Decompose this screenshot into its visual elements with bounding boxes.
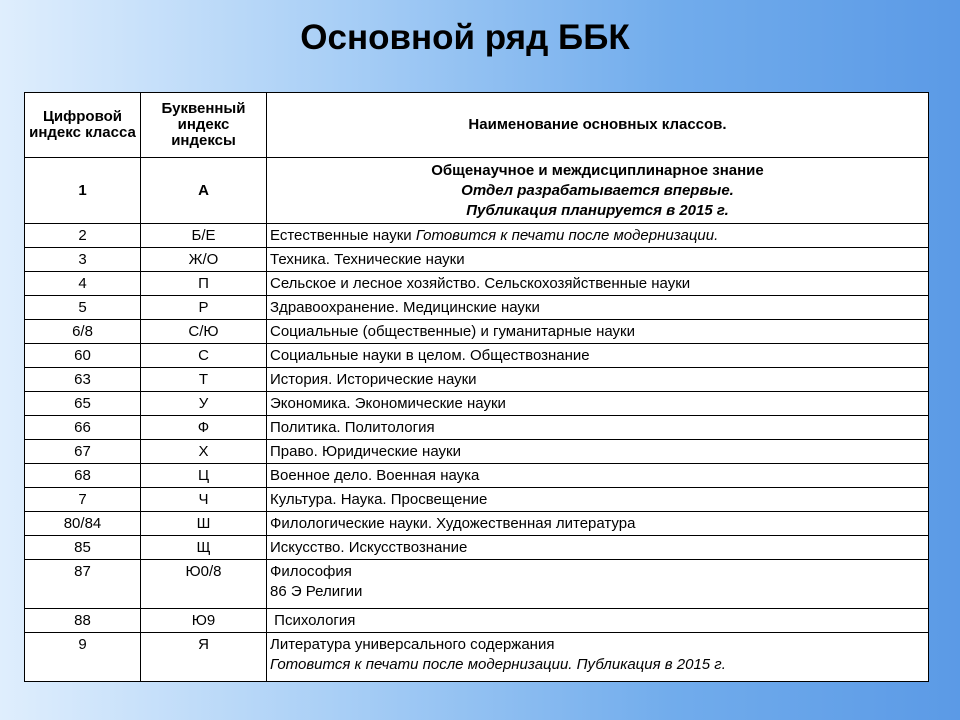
table-row bbox=[25, 296, 929, 320]
class-name-cell bbox=[267, 224, 929, 248]
table-row bbox=[25, 512, 929, 536]
digital-index-cell: 3 bbox=[25, 248, 141, 272]
table-row bbox=[25, 224, 929, 248]
class-name-text: Общенаучное и междисциплинарное знание bbox=[431, 161, 764, 179]
digital-index-cell: 1 bbox=[25, 158, 141, 224]
class-name-cell bbox=[267, 488, 929, 512]
class-name-cell bbox=[267, 464, 929, 488]
header-class-name: Наименование основных классов. bbox=[267, 93, 929, 158]
class-name-cell bbox=[267, 560, 929, 609]
class-name-text: Сельское и лесное хозяйство. Сельскохозяйственные науки bbox=[270, 275, 691, 292]
class-name-cell bbox=[267, 440, 929, 464]
header-row bbox=[25, 93, 929, 158]
letter-index-cell: П bbox=[141, 272, 267, 296]
class-name-cell bbox=[267, 512, 929, 536]
table-row bbox=[25, 392, 929, 416]
subclass-text: 86 Э Религии bbox=[270, 583, 363, 600]
page-title: Основной ряд ББК bbox=[300, 18, 630, 57]
digital-index-cell: 67 bbox=[25, 440, 141, 464]
digital-index-cell: 9 bbox=[25, 633, 141, 682]
class-name-text: Право. Юридические науки bbox=[270, 443, 461, 460]
class-name-cell: Психология bbox=[267, 609, 929, 633]
letter-index-cell: С bbox=[141, 344, 267, 368]
class-name-text: Здравоохранение. Медицинские науки bbox=[270, 299, 540, 316]
table-row bbox=[25, 633, 929, 682]
digital-index-cell: 66 bbox=[25, 416, 141, 440]
letter-index-cell: Р bbox=[141, 296, 267, 320]
class-name-text: Естественные науки bbox=[270, 227, 412, 244]
class-name-text: Техника. Технические науки bbox=[270, 251, 465, 268]
table-row bbox=[25, 368, 929, 392]
class-name-cell bbox=[267, 536, 929, 560]
class-name-text: Искусство. Искусствознание bbox=[270, 539, 468, 556]
bbk-table bbox=[24, 92, 929, 682]
table-row bbox=[25, 416, 929, 440]
digital-index-cell: 68 bbox=[25, 464, 141, 488]
class-note-text: Публикация планируется в 2015 г. bbox=[466, 201, 729, 219]
digital-index-cell: 6/8 bbox=[25, 320, 141, 344]
letter-index-cell: Ф bbox=[141, 416, 267, 440]
class-name-text: Литература универсального содержания bbox=[270, 636, 555, 653]
digital-index-cell: 88 bbox=[25, 609, 141, 633]
letter-index-cell: Б/Е bbox=[141, 224, 267, 248]
letter-index-cell: Т bbox=[141, 368, 267, 392]
letter-index-cell: Ю0/8 bbox=[141, 560, 267, 609]
class-note-text: Готовится к печати после модернизации. Публикация в 2015 г. bbox=[270, 656, 726, 673]
class-name-text: Философия bbox=[270, 563, 352, 580]
letter-index-cell: Ц bbox=[141, 464, 267, 488]
class-note-text: Готовится к печати после модернизации. bbox=[415, 227, 719, 244]
letter-index-cell: Ю9 bbox=[141, 609, 267, 633]
digital-index-cell: 85 bbox=[25, 536, 141, 560]
class-name-text: Военное дело. Военная наука bbox=[270, 467, 480, 484]
letter-index-cell: Я bbox=[141, 633, 267, 682]
class-name-cell bbox=[267, 633, 929, 682]
class-name-cell bbox=[267, 296, 929, 320]
digital-index-cell: 63 bbox=[25, 368, 141, 392]
header-letter-index: Буквенный индекс индексы bbox=[141, 93, 267, 158]
table-row bbox=[25, 344, 929, 368]
class-name-cell bbox=[267, 272, 929, 296]
digital-index-cell: 2 bbox=[25, 224, 141, 248]
table-row bbox=[25, 464, 929, 488]
letter-index-cell: У bbox=[141, 392, 267, 416]
letter-index-cell: А bbox=[141, 158, 267, 224]
digital-index-cell: 80/84 bbox=[25, 512, 141, 536]
class-name-cell bbox=[267, 248, 929, 272]
table-row bbox=[25, 248, 929, 272]
class-name-text: Экономика. Экономические науки bbox=[270, 395, 506, 412]
letter-index-cell: Ш bbox=[141, 512, 267, 536]
table-row bbox=[25, 488, 929, 512]
class-name-text: Культура. Наука. Просвещение bbox=[270, 491, 488, 508]
letter-index-cell: Ж/О bbox=[141, 248, 267, 272]
digital-index-cell: 5 bbox=[25, 296, 141, 320]
digital-index-cell: 4 bbox=[25, 272, 141, 296]
table-row bbox=[25, 272, 929, 296]
class-name-cell bbox=[267, 416, 929, 440]
class-name-cell bbox=[267, 392, 929, 416]
digital-index-cell: 7 bbox=[25, 488, 141, 512]
header-digital-index: Цифровой индекс класса bbox=[25, 93, 141, 158]
class-name-text: Социальные науки в целом. Обществознание bbox=[270, 347, 590, 364]
table-row bbox=[25, 609, 929, 633]
letter-index-cell: Щ bbox=[141, 536, 267, 560]
class-name-text: Филологические науки. Художественная литература bbox=[270, 515, 636, 532]
digital-index-cell: 65 bbox=[25, 392, 141, 416]
table-row bbox=[25, 320, 929, 344]
class-name-cell bbox=[267, 320, 929, 344]
letter-index-cell: С/Ю bbox=[141, 320, 267, 344]
class-name-cell bbox=[267, 368, 929, 392]
digital-index-cell: 60 bbox=[25, 344, 141, 368]
letter-index-cell: Ч bbox=[141, 488, 267, 512]
table-row bbox=[25, 158, 929, 224]
table-row bbox=[25, 560, 929, 609]
class-name-text: Социальные (общественные) и гуманитарные науки bbox=[270, 323, 635, 340]
letter-index-cell: Х bbox=[141, 440, 267, 464]
class-name-cell bbox=[267, 158, 929, 224]
digital-index-cell: 87 bbox=[25, 560, 141, 609]
class-note-text: Отдел разрабатывается впервые. bbox=[461, 181, 734, 199]
class-name-text: Политика. Политология bbox=[270, 419, 435, 436]
table-row bbox=[25, 536, 929, 560]
table-row bbox=[25, 440, 929, 464]
class-name-cell bbox=[267, 344, 929, 368]
class-name-text: История. Исторические науки bbox=[270, 371, 477, 388]
